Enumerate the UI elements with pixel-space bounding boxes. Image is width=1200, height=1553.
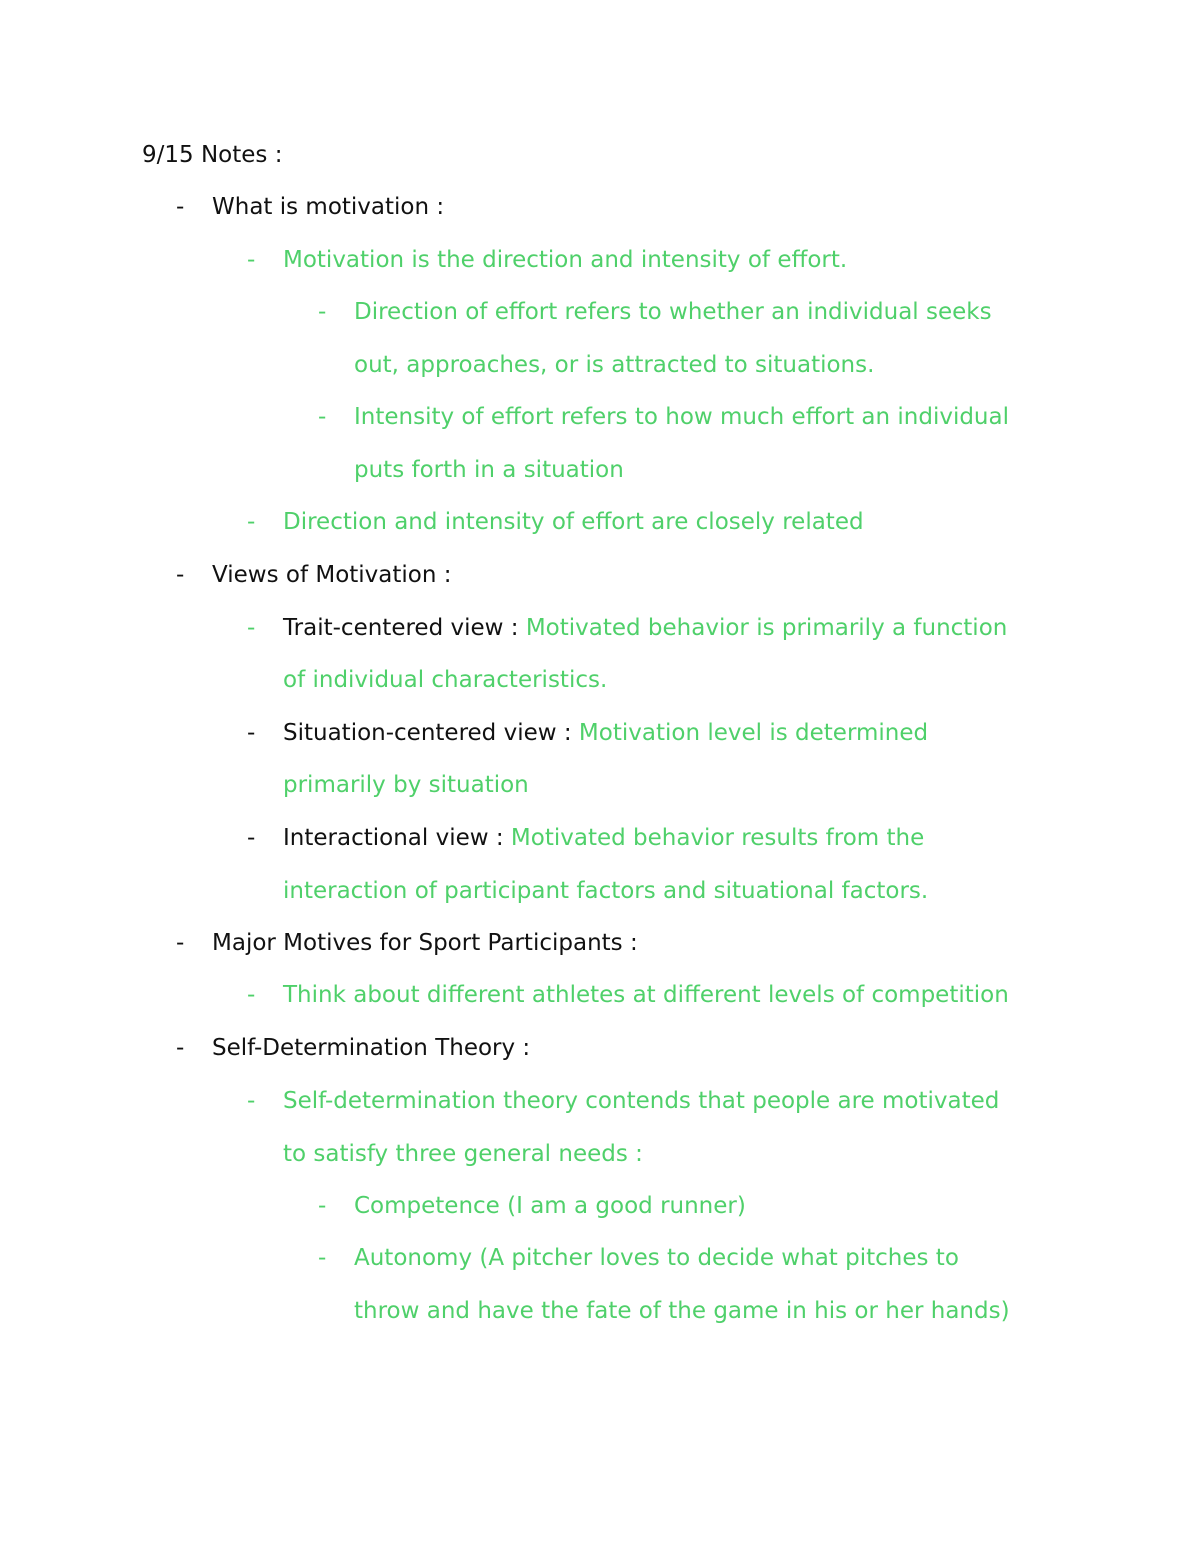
bullet-dash: - bbox=[247, 720, 256, 746]
note-direction-intensity-related: Direction and intensity of effort are closely related bbox=[283, 509, 864, 535]
term-interactional: Interactional view : bbox=[283, 825, 504, 851]
note-sdt-definition-line2: to satisfy three general needs : bbox=[283, 1141, 643, 1167]
section-heading-major-motives: Major Motives for Sport Participants : bbox=[212, 930, 638, 956]
bullet-dash: - bbox=[176, 930, 185, 956]
note-situation-centered-line2: primarily by situation bbox=[283, 772, 529, 798]
bullet-dash: - bbox=[318, 1245, 327, 1271]
bullet-dash: - bbox=[247, 247, 256, 273]
section-heading-self-determination: Self-Determination Theory : bbox=[212, 1035, 531, 1061]
bullet-dash: - bbox=[247, 982, 256, 1008]
note-autonomy-line2: throw and have the fate of the game in his or her hands) bbox=[354, 1298, 1010, 1324]
section-heading-motivation: What is motivation : bbox=[212, 194, 445, 220]
bullet-dash: - bbox=[318, 1193, 327, 1219]
bullet-dash: - bbox=[318, 404, 327, 430]
note-intensity-of-effort-line2: puts forth in a situation bbox=[354, 457, 624, 483]
term-situation-centered: Situation-centered view : bbox=[283, 720, 572, 746]
term-trait-centered: Trait-centered view : bbox=[283, 615, 519, 641]
bullet-dash: - bbox=[318, 299, 327, 325]
definition-interactional: Motivated behavior results from the bbox=[503, 825, 925, 851]
bullet-dash: - bbox=[247, 615, 256, 641]
bullet-dash: - bbox=[247, 825, 256, 851]
note-situation-centered-line1 bbox=[283, 718, 928, 748]
note-autonomy-line1: Autonomy (A pitcher loves to decide what pitches to bbox=[354, 1245, 959, 1271]
note-trait-centered-line2: of individual characteristics. bbox=[283, 667, 608, 693]
note-interactional-line2: interaction of participant factors and situational factors. bbox=[283, 878, 929, 904]
bullet-dash: - bbox=[176, 194, 185, 220]
bullet-dash: - bbox=[247, 1088, 256, 1114]
note-intensity-of-effort-line1: Intensity of effort refers to how much effort an individual bbox=[354, 404, 1009, 430]
definition-trait-centered: Motivated behavior is primarily a function bbox=[518, 615, 1008, 641]
note-direction-of-effort-line2: out, approaches, or is attracted to situations. bbox=[354, 352, 875, 378]
note-direction-of-effort-line1: Direction of effort refers to whether an individual seeks bbox=[354, 299, 992, 325]
note-different-athletes: Think about different athletes at different levels of competition bbox=[283, 982, 1009, 1008]
note-interactional-line1 bbox=[283, 823, 924, 853]
page-title: 9/15 Notes : bbox=[142, 142, 283, 168]
definition-situation-centered: Motivation level is determined bbox=[571, 720, 929, 746]
note-motivation-definition: Motivation is the direction and intensity of effort. bbox=[283, 247, 848, 273]
note-trait-centered-line1 bbox=[283, 613, 1007, 643]
bullet-dash: - bbox=[176, 562, 185, 588]
note-sdt-definition-line1: Self-determination theory contends that people are motivated bbox=[283, 1088, 1000, 1114]
bullet-dash: - bbox=[247, 509, 256, 535]
note-competence: Competence (I am a good runner) bbox=[354, 1193, 746, 1219]
section-heading-views: Views of Motivation : bbox=[212, 562, 452, 588]
bullet-dash: - bbox=[176, 1035, 185, 1061]
